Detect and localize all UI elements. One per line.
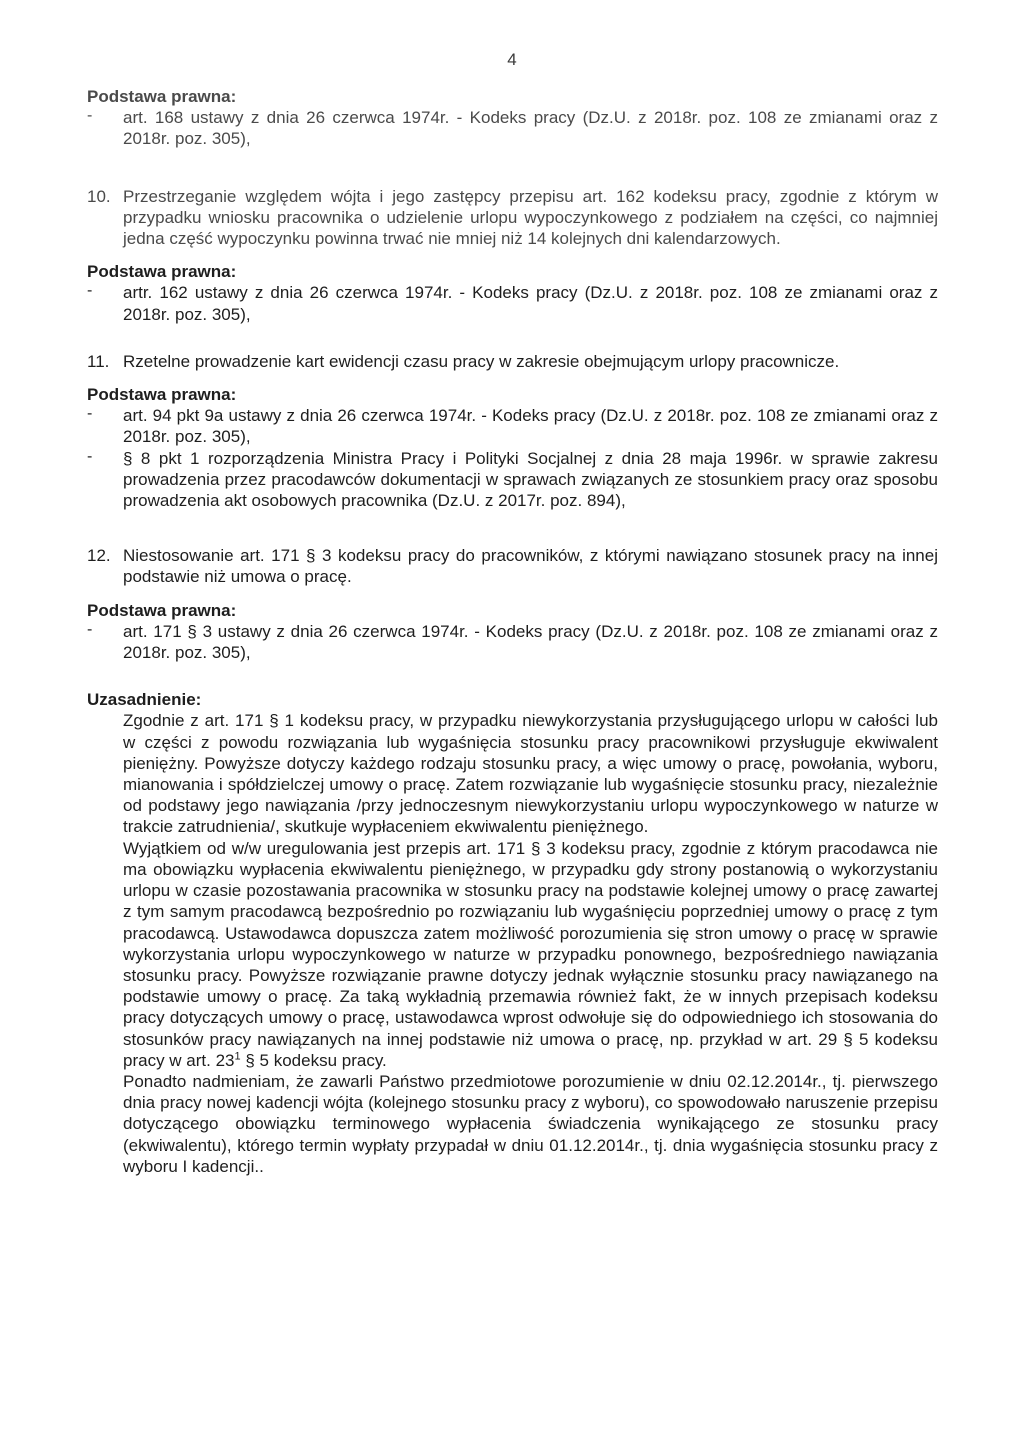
point-number: 11. <box>87 351 110 371</box>
page-number: 4 <box>507 50 517 69</box>
justification-paragraph-1: Zgodnie z art. 171 § 1 kodeksu pracy, w przypadku niewykorzystania przysługującego urlopu w całości lub w części z powodu rozwiązania lub wygaśnięcia stosunku pracy pracownikowi przysługuje ekwiwalent pieniężny. Powyższe dotyczy każdego rodzaju stosunku pracy, a więc umowy o pracę, powołania, wyboru, mianowania i spółdzielczej umowy o pracę. Zatem rozwiązanie lub wygaśnięcie stosunku pracy, niezależnie od podstawy jego nawiązania /przy jednoczesnym niewykorzystaniu urlopu wypoczynkowego w naturze w trakcie zatrudnienia/, skutkuje wypłaceniem ekwiwalentu pieniężnego. <box>123 711 938 837</box>
basis-item-text: artr. 162 ustawy z dnia 26 czerwca 1974r. - Kodeks pracy (Dz.U. z 2018r. poz. 108 ze zmianami oraz z 2018r. poz. 305), <box>123 283 938 324</box>
basis-item: - art. 171 § 3 ustawy z dnia 26 czerwca 1974r. - Kodeks pracy (Dz.U. z 2018r. poz. 108 ze zmianami oraz z 2018r. poz. 305), <box>87 620 938 663</box>
point-11 <box>87 351 938 372</box>
basis-item-text: art. 171 § 3 ustawy z dnia 26 czerwca 1974r. - Kodeks pracy (Dz.U. z 2018r. poz. 108 ze zmianami oraz z 2018r. poz. 305), <box>123 621 938 663</box>
document-content <box>87 86 938 1177</box>
point-10 <box>87 186 938 250</box>
point-text: Rzetelne prowadzenie kart ewidencji czasu pracy w zakresie obejmującym urlopy pracownicze. <box>123 351 840 371</box>
basis-item-text: § 8 pkt 1 rozporządzenia Ministra Pracy i Polityki Socjalnej z dnia 28 maja 1996r. w sprawie zakresu prowadzenia przez pracodawców dokumentacji w sprawach związanych ze stosunkiem pracy oraz sposobu prowadzenia akt osobowych pracownika (Dz.U. z 2017r. poz. 894), <box>123 448 938 511</box>
point-12 <box>87 545 938 587</box>
point-number: 12. <box>87 546 111 566</box>
basis-item-text: art. 168 ustawy z dnia 26 czerwca 1974r. - Kodeks pracy (Dz.U. z 2018r. poz. 108 ze zmianami oraz z 2018r. poz. 305), <box>123 108 938 149</box>
point-number: 10. <box>87 186 111 206</box>
basis-label: Podstawa prawna: <box>87 600 237 620</box>
basis-item: - art. 94 pkt 9a ustawy z dnia 26 czerwca 1974r. - Kodeks pracy (Dz.U. z 2018r. poz. 108 ze zmianami oraz z 2018r. poz. 305), <box>87 405 938 447</box>
justification-body <box>123 710 938 1176</box>
point-text: Niestosowanie art. 171 § 3 kodeksu pracy do pracowników, z którymi nawiązano stosunek pracy na innej podstawie niż umowa o pracę. <box>123 546 938 587</box>
basis-label: Podstawa prawna: <box>87 87 237 106</box>
basis-item: - art. 168 ustawy z dnia 26 czerwca 1974r. - Kodeks pracy (Dz.U. z 2018r. poz. 108 ze zmianami oraz z 2018r. poz. 305), <box>87 107 938 149</box>
basis-item: - artr. 162 ustawy z dnia 26 czerwca 1974r. - Kodeks pracy (Dz.U. z 2018r. poz. 108 ze zmianami oraz z 2018r. poz. 305), <box>87 282 938 324</box>
justification-paragraph-3: Ponadto nadmieniam, że zawarli Państwo przedmiotowe porozumienie w dniu 02.12.2014r., tj. pierwszego dnia pracy nowej kadencji wójta (kolejnego stosunku pracy z wyboru), co spowodowało naruszenie przepisu dotyczącego obowiązku terminowego wypłacenia świadczenia wynikającego ze stosunku pracy (ekwiwalentu), którego termin wypłaty przypadał w dniu 01.12.2014r., tj. dnia wygaśnięcia stosunku pracy z wyboru I kadencji.. <box>123 1071 938 1176</box>
point-text: Przestrzeganie względem wójta i jego zastępcy przepisu art. 162 kodeksu pracy, zgodnie z którym w przypadku wniosku pracownika o udzielenie urlopu wypoczynkowego z podziałem na części, co najmniej jedna część wypoczynku powinna trwać nie mniej niż 14 kolejnych dni kalendarzowych. <box>123 186 938 249</box>
basis-label: Podstawa prawna: <box>87 262 237 282</box>
basis-label: Podstawa prawna: <box>87 385 237 405</box>
basis-item-text: art. 94 pkt 9a ustawy z dnia 26 czerwca 1974r. - Kodeks pracy (Dz.U. z 2018r. poz. 108 ze zmianami oraz z 2018r. poz. 305), <box>123 406 938 447</box>
justification-paragraph-2: Wyjątkiem od w/w uregulowania jest przepis art. 171 § 3 kodeksu pracy, zgodnie z którym pracodawca nie ma obowiązku wypłacenia ekwiwalentu pieniężnego, w przypadku gdy strony postanowią o wykorzystaniu urlopu w czasie pozostawania pracownika w stosunku pracy na podstawie kolejnej umowy o pracę zawartej z tym samym pracodawcą bezpośrednio po rozwiązaniu lub wygaśnięciu poprzedniej umowy o pracę z tym pracodawcą. Ustawodawca dopuszcza zatem możliwość porozumienia się stron umowy o pracę w sprawie wykorzystania urlopu wypoczynkowego w naturze w przypadku ponownego, bezpośredniego nawiązania stosunku pracy. Powyższe rozwiązanie prawne dotyczy jednak wyłącznie stosunku pracy nawiązanego na podstawie umowy o pracę. Za taką wykładnią przemawia również fakt, że w innych przepisach kodeksu pracy dotyczących umowy o pracę, ustawodawca wprost odwołuje się do odpowiedniego ich stosowania do stosunków pracy nawiązanych na innej podstawie niż umowa o pracę, np. przykład w art. 29 § 5 kodeksu pracy w art. $23^1$ § 5 kodeksu pracy. <box>123 838 938 1070</box>
justification-label: Uzasadnienie: <box>87 690 202 710</box>
basis-item: - § 8 pkt 1 rozporządzenia Ministra Pracy i Polityki Socjalnej z dnia 28 maja 1996r. w sprawie zakresu prowadzenia przez pracodawców dokumentacji w sprawach związanych ze stosunkiem pracy oraz sposobu prowadzenia akt osobowych pracownika (Dz.U. z 2017r. poz. 894), <box>87 447 938 511</box>
